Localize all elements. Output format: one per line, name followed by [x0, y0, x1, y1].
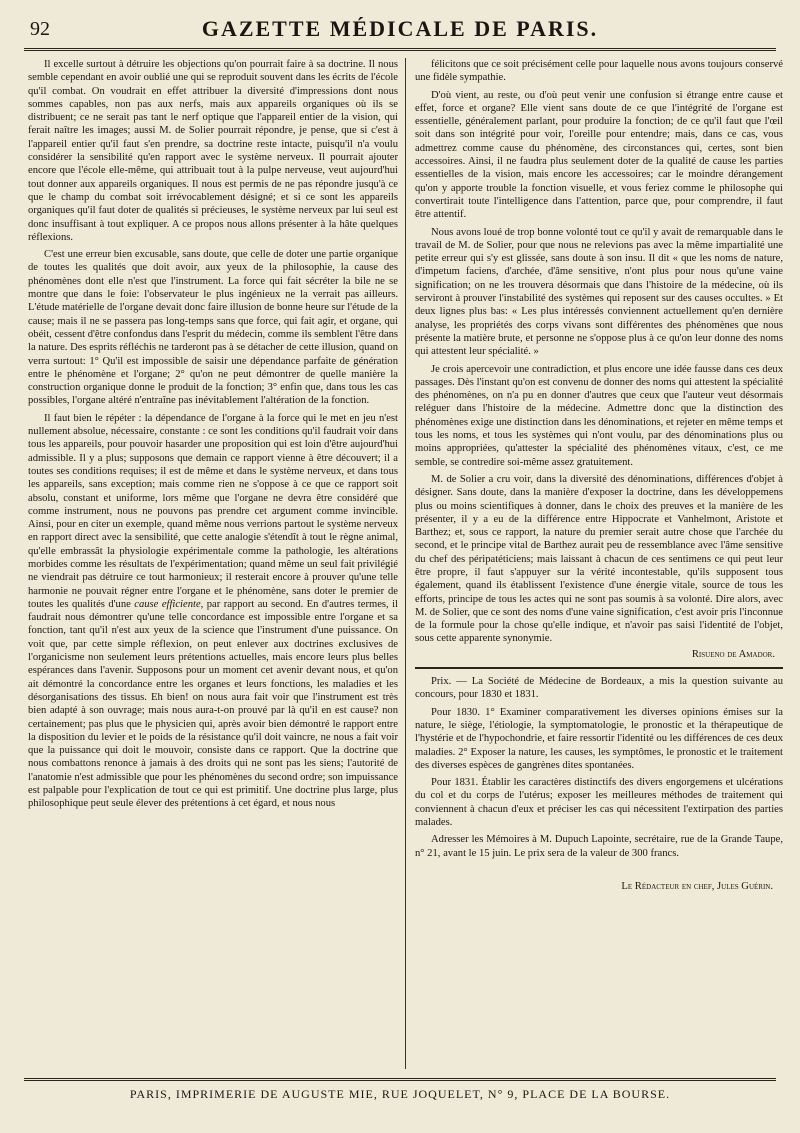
article-paragraph: Nous avons loué de trop bonne volonté tout ce qu'il y avait de remarquable dans le travail de M. de Solier, pour que nous ne relevions pas avec la même impartialité une petite erreur qui s'y est glissée, sans doute à son insu. Il dit « que les noms de nature, d'impetum faciens, d'archée, d'âme sensitive, n'ont plus pour nous qu'une vaine signification; on ne les trouvera désormais que dans l'histoire de la médecine, où ils serviront à prouver l'instabilité des systèmes qui reposent sur des causes occultes. » Et deux lignes plus bas: « Les plus intéressés conviennent actuellement qu'en dernière analyse, les propriétés des corps vivans sont différentes des phénomènes que nous présente la matière brute, et personne ne s'oppose plus à ce qu'on leur donne des noms qui attestent leur spécialité. » — [415, 226, 783, 358]
paragraph-text: Il faut bien le répéter : la dépendance de l'organe à la force qui le met en jeu n'est nullement absolue, nécessaire, constante : ce sont les conditions qu'il faudrait voir dans tous les appareils, pour pouvoir hasarder une proposition qui est loin d'être aujourd'hui admissible. Il y a plus; supposons que demain ce rapport vienne à être découvert; il a toutes ses conditions requises; il est de même et dans le système nerveux, et dans tous les appareils, sans exception; mais comme rien ne s'oppose à ce que ce rapport soit absolu, constant et uniforme, lors même que l'organe ne devra être considéré que comme instrument, nous ne pouvons pas prendre cet argument comme invincible. Ainsi, pour en citer un exemple, quand même nous verrions partout le système nerveux en rapport direct avec la sensibilité, que cette analogie s'étendît à tout le règne animal, qu'elle embrassât la physiologie expérimentale comme la pathologie, les altérations morbides comme les résultats de l'expérimentation; quand même un seul fait privilégié ne viendrait pas détruire ce tout harmonieux; il resterait encore à prouver qu'une telle harmonie ne pouvait régner entre l'organe et le phénomène, sans doter le premier de toutes les qualités d'une — [28, 412, 398, 610]
article-paragraph: M. de Solier a cru voir, dans la diversité des dénominations, différences d'objet à désigner. Sans doute, dans la manière d'exposer la doctrine, dans les développemens plus ou moins scientifiques à donner, dans le choix des preuves et la manière de les présenter, il y a eu de la différence entre Hippocrate et Vanhelmont, Aristote et Barthez; et, sous ce rapport, la nature du premier serait autre chose que l'archée du second, et le principe vital de Barthez aurait peu de ressemblance avec l'âme sensitive du chef des péripatéticiens; mais laissant à chacun de ces sentimens ce qui peut leur être propre, il faut s'appuyer sur la vérité incontestable, qu'ils supposent tous également, quand ils établissent l'existence d'une énergie vitale, source de tous les efforts, principe de tous les actes qui ne sont pas soumis à sa volonté. Dire alors, avec M. de Solier, que ce sont des noms d'une vaine signification, c'est avoir pris l'inconnue de la formule pour la chose qu'elle indique, et n'avoir pas saisi l'identité de l'objet, sous cette apparente synonymie. — [415, 473, 783, 645]
journal-title: GAZETTE MÉDICALE DE PARIS. — [201, 16, 599, 41]
author-signature: Risueno de Amador. — [691, 648, 775, 660]
article-paragraph: C'est une erreur bien excusable, sans doute, que celle de doter une partie organique de toutes les qualités que doit avoir, aux yeux de la philosophie, la cause des phénomènes dont elle n'est que l'instrument. La force qui fait sécréter la bile ne se montre que dans le foie: l'observateur le plus ingénieux ne la verrait pas ailleurs. L'étude matérielle de l'organe devait donc faire illusion de bonne heure sur l'étude de la cause; mais il ne se passera pas long-temps sans que force, qui fait agir, et organe, qui obéit, cessent d'être confondus dans l'esprit du médecin, comme ils semblent l'être dans la nature. Des esprits réfléchis ne tarderont pas à se détacher de cette illusion, quand on verra surtout: 1° Qu'il est impossible de saisir une dépendance parfaite de génération entre le phénomène et l'organe; 2° qu'on ne peut démontrer de quelle manière la construction organique donne le produit de la fonction; 3° enfin que, dans tous les cas possibles, l'organe altéré n'entraîne pas inévitablement l'altération de la fonction. — [28, 249, 398, 407]
right-column — [415, 58, 783, 1069]
paragraph-text: , par rapport au second. En d'autres termes, il faudrait nous démontrer qu'une telle concordance est impossible entre l'organe et sa fonction, tant qu'il n'est aux yeux de la science que l'instrument d'une puissance. On voit que, par cette simple réflexion, on peut enlever aux doctrines exclusives de l'organicisme non seulement leurs prétentions actuelles, mais encore leurs plus belles espérances dans l'avenir. Supposons pour un moment cet avenir devant nous, et qu'on ait démontré la concordance entre les organes et leurs fonctions, les maladies et les désorganisations des tissus. Eh bien! on nous aura fait voir que l'instrument est très bien adapté à son ouvrage; mais nous aura-t-on prouvé par là qu'il en est cause? non certainement; pas plus que le physicien qui, après avoir bien démontré le rapport entre la disposition du levier et le poids de la résistance qu'il doit vaincre, ne nous a fait voir que la puissance qui doit le mouvoir, consiste dans ce rapport. Que la doctrine que nous combattons renonce à jamais à des droits qui ne sont pas les siens; l'autorité de l'anatomie n'est admissible que pour les phénomènes du second ordre; son impuissance est palpable pour l'explication de tout ce qui est primitif. Une doctrine plus large, plus philosophique peut seule élever des prétentions à cet égard, et nous nous — [28, 598, 398, 810]
column-divider — [405, 58, 406, 1069]
printer-imprint: PARIS, IMPRIMERIE DE AUGUSTE MIE, RUE JOQUELET, N° 9, PLACE DE LA BOURSE. — [129, 1087, 671, 1101]
prize-address: Adresser les Mémoires à M. Dupuch Lapointe, secrétaire, rue de la Grande Taupe, n° 21, avant le 15 juin. Le prix sera de la valeur de 300 francs. — [415, 834, 783, 859]
editor-credit — [415, 880, 773, 893]
article-paragraph: félicitons que ce soit précisément celle pour laquelle nous avons toujours conservé une fidèle sympathie. — [415, 59, 783, 84]
article-paragraph: Je crois apercevoir une contradiction, et plus encore une idée fausse dans ces deux passages. Dès l'instant qu'on est convenu de donner des noms qui attestent la spécialité des phénomènes, on n'a pu en donner d'autres que ceux que l'auteur veut désormais reléguer dans l'histoire de la médecine. Admettre donc que la distinction des phénomènes exige une distinction dans les dénominations, et rejeter en même temps et tous les noms, et tous les systèmes qui n'ont voulu, par des dénominations plus ou moins appropriées, qu'attester la spécialité des phénomènes vitaux, c'est, ce me semble, se contredire soi-même assez gratuitement. — [415, 363, 783, 468]
page-footer — [24, 1078, 776, 1107]
editor-label: Le Rédacteur en chef, — [621, 880, 715, 892]
article-paragraph — [28, 412, 398, 811]
article-paragraph: D'où vient, au reste, ou d'où peut venir une confusion si étrange entre cause et effet, force et organe? Elle vient sans doute de ce que l'intégrité de l'organe est essentielle, généralement parlant, pour produire la fonction; de ce qu'il faut que l'œil soit dans son intégrité pour voir, l'oreille pour entendre; mais, dans ce cas, vous admettrez comme cause du phénomène, des circonstances qui, certes, sont bien accessoires. Ainsi, il ne faudra plus seulement doter de la qualité de cause les parties essentielles de la vision, mais encore les accessoires; car le moindre dérangement qu'on y apporte trouble la fonction visuelle, et vous feriez comme le philosophe qui convertirait toute l'intelligence dans l'attention, parce que, pour comprendre, il faut être attentif. — [415, 89, 783, 221]
prize-announcement: Prix. — La Société de Médecine de Bordeaux, a mis la question suivante au concours, pour 1830 et 1831. — [415, 676, 783, 701]
prize-topic-1831: Pour 1831. Établir les caractères distinctifs des divers engorgemens et ulcérations du col et du corps de l'utérus; exposer les meilleures méthodes de traitement qui conviennent à chacun d'eux et préciser les cas qui nécessitent l'extirpation des parties malades. — [415, 777, 783, 829]
editor-name: Jules Guérin. — [717, 880, 773, 892]
left-column — [28, 58, 398, 1069]
italic-term: cause efficiente — [134, 598, 201, 610]
article-paragraph: Il excelle surtout à détruire les objections qu'on pourrait faire à sa doctrine. Il nous semble cependant en avoir oublié une qui se reproduit souvent dans les écrits de l'école qu'il combat. On voudrait en effet attribuer la diversité d'impressions dont nous sommes capables, non pas aux nerfs, mais aux appareils organiques où ils se distribuent; ce ne serait pas tant le nerf optique que l'appareil entier de la vision, qui ferait naître les images; aussi M. de Solier pourrait répondre, je pense, que si c'est à l'appareil entier qu'il faut s'en prendre, sa doctrine reste intacte, puisqu'il n'a voulu considérer la sensibilité qu'en rapport avec le système nerveux. Il pourrait ajouter encore que l'école elle-même, qui attribuait tout à la pulpe nerveuse, veut aujourd'hui tout donner aux appareils organiques. Il nous est permis de ne pas répondre jusqu'à ce que le champ du combat soit irrévocablement désigné; et si ce sont les appareils organiques qu'il faut doter de qualités si précieuses, le système nerveux par lui seul est donc insuffisant à tout expliquer. A ce propos nous allons présenter à la hâte quelques réflexions. — [28, 59, 398, 243]
prize-topic-1830: Pour 1830. 1° Examiner comparativement les diverses opinions émises sur la nature, le siège, l'étiologie, la symptomatologie, le pronostic et la thérapeutique de l'hystérie et de l'hypochondrie, et faire ressortir l'identité ou les différences de ces deux maladies. 2° Exposer la nature, les causes, les symptômes, le pronostic et le traitement des diverses espèces de gangrènes dites spontanées. — [415, 706, 783, 771]
section-divider — [415, 667, 783, 669]
page-number: 92 — [30, 18, 50, 40]
page-header — [24, 14, 776, 51]
